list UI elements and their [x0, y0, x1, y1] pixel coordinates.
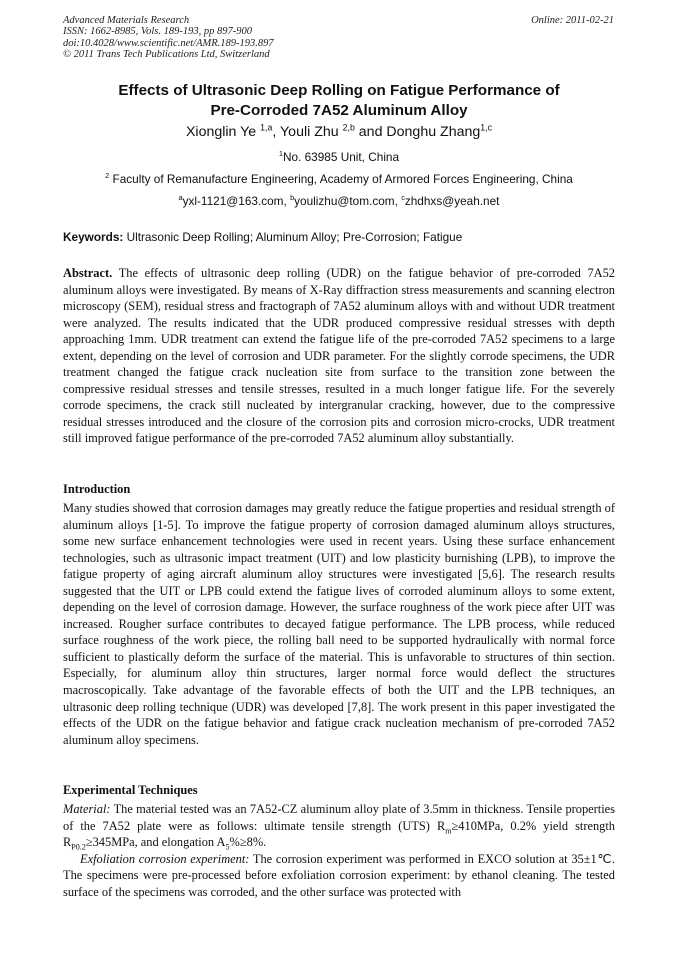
email-marker: a: [178, 193, 183, 203]
author-list: [63, 123, 615, 141]
affiliation-2: [63, 172, 615, 187]
affiliation-text: Faculty of Remanufacture Engineering, Academy of Armored Forces Engineering, China: [109, 172, 573, 186]
author-sep: and: [354, 124, 387, 140]
subscript: P0.2: [71, 842, 86, 852]
abstract: [63, 265, 615, 447]
journal-header: [63, 15, 274, 61]
subscript: m: [445, 826, 452, 836]
keywords-text: Ultrasonic Deep Rolling; Aluminum Alloy; Pre-Corrosion; Fatigue: [123, 230, 463, 244]
author-3-affil: 1,c: [480, 122, 493, 133]
exfoliation-text: The corrosion experiment was performed in EXCO solution at 35±1℃. The specimens were pre-processed before exfoliation corrosion experiment: by ethanol cleaning. The tested surface of the specimens was corroded, and the other surface was protected with: [63, 851, 615, 899]
email-link[interactable]: zhdhxs@yeah.net: [404, 194, 500, 208]
author-emails: [63, 194, 615, 209]
email-marker: c: [401, 193, 405, 203]
material-paragraph: [63, 801, 615, 851]
affiliation-marker: 1: [278, 149, 283, 159]
author-2: Youli Zhu: [280, 124, 339, 140]
title-line-1: Effects of Ultrasonic Deep Rolling on Fatigue Performance of: [118, 82, 560, 99]
keywords: [63, 230, 615, 245]
exfoliation-label: Exfoliation corrosion experiment:: [80, 851, 250, 866]
abstract-text: The effects of ultrasonic deep rolling (UDR) on the fatigue behavior of pre-corroded 7A52 aluminum alloys were investigated. By means of X-Ray diffraction stress measurements and scanning electron microscopy (SEM), residual stress and fractograph of 7A52 aluminum alloys with and without UDR treatment were analyzed. The results indicated that the UDR produced compressive residual stresses with depth approaching 1mm. UDR treatment can extend the fatigue life of the pre-corroded 7A52 specimens to a large extent, depending on the level of corrosion and UDR parameter. For the slightly corrode specimens, the UDR treatment changed the fatigue crack nucleation site from surface to the transition zone between the compressive residual stresses and tensile stresses, resulted in a much longer fatigue life. For the severely corrode specimens, the crack still nucleated by intergranular cracking, however, due to the compressive residual stresses introduced and the closure of the corrosion pits and corrosion micro-crocks, UDR treatment still improved fatigue performance of the pre-corroded 7A52 aluminum alloy substantially.: [63, 266, 615, 446]
material-text: ≥410MPa, 0.2% yield strength R: [63, 818, 615, 850]
author-sep: ,: [272, 124, 281, 140]
title-line-2: Pre-Corroded 7A52 Aluminum Alloy: [210, 102, 468, 119]
author-2-affil: 2,b: [342, 122, 355, 133]
email-link[interactable]: youlizhu@tom.com,: [294, 194, 402, 208]
material-text: %≥8%.: [229, 835, 267, 850]
paper-title: [63, 81, 615, 121]
email-link[interactable]: yxl-1121@163.com,: [182, 194, 291, 208]
exfoliation-paragraph: [63, 851, 615, 901]
author-1: Xionglin Ye: [185, 124, 257, 140]
journal-issn: ISSN: 1662-8985, Vols. 189-193, pp 897-900: [63, 26, 252, 38]
author-3: Donghu Zhang: [386, 124, 481, 140]
author-1-affil: 1,a: [260, 122, 273, 133]
subscript: 5: [225, 842, 230, 852]
keywords-label: Keywords:: [63, 230, 124, 244]
affiliation-text: No. 63985 Unit, China: [282, 150, 400, 164]
email-marker: b: [290, 193, 295, 203]
material-label: Material:: [63, 802, 111, 816]
section-heading-introduction: Introduction: [63, 482, 131, 496]
online-date: Online: 2011-02-21: [531, 15, 614, 26]
journal-name: Advanced Materials Research: [63, 15, 190, 26]
section-heading-experimental: Experimental Techniques: [63, 783, 198, 797]
introduction-paragraph: Many studies showed that corrosion damages may greatly reduce the fatigue properties and residual strength of aluminum alloys [1-5]. To improve the fatigue property of corrosion damaged aluminum alloys structures, some new surface enhancement technologies were used in recent years. Using these surface enhancement technologies, such as ultrasonic impact treatment (UIT) and low plasticity burnishing (LPB), to improve the fatigue property of aging aircraft aluminum alloy structures were investigated [5,6]. The research results suggested that the UIT or LPB could extend the fatigue lives of corroded aluminum alloys to some extent, depending on the level of corrosion damage. However, the surface roughness of the work piece after UIT was increased. Rougher surface contributes to decayed fatigue performance. The LPB process, while reduced surface roughness of the work piece, the rolling ball need to be supported hydraulically with normal force sufficient to plastically deform the surface of the material. This is unfavorable to structures of thin section. Especially, for aluminum alloy thin structures, larger normal force would deflect the structures macroscopically. Take advantage of the favorable effects of both the UIT and the LPB techniques, an ultrasonic deep rolling technique (UDR) was developed [7,8]. The work present in this paper investigated the effects of the UDR on the fatigue behavior and fatigue crack nucleation mechanism of pre-corroded 7A52 aluminum alloy specimens.: [63, 501, 615, 747]
abstract-label: Abstract.: [63, 266, 113, 280]
experimental-section: [63, 801, 615, 900]
affiliation-1: [63, 150, 615, 165]
journal-copyright: © 2011 Trans Tech Publications Ltd, Switzerland: [63, 49, 270, 61]
affiliation-marker: 2: [105, 171, 110, 181]
journal-doi: doi:10.4028/www.scientific.net/AMR.189-193.897: [63, 37, 274, 49]
material-text: ≥345MPa, and elongation A: [85, 835, 226, 850]
material-text: The material tested was an 7A52-CZ aluminum alloy plate of 3.5mm in thickness. Tensile properties of the 7A52 plate were as follows: ultimate tensile strength (UTS) R: [63, 802, 615, 833]
